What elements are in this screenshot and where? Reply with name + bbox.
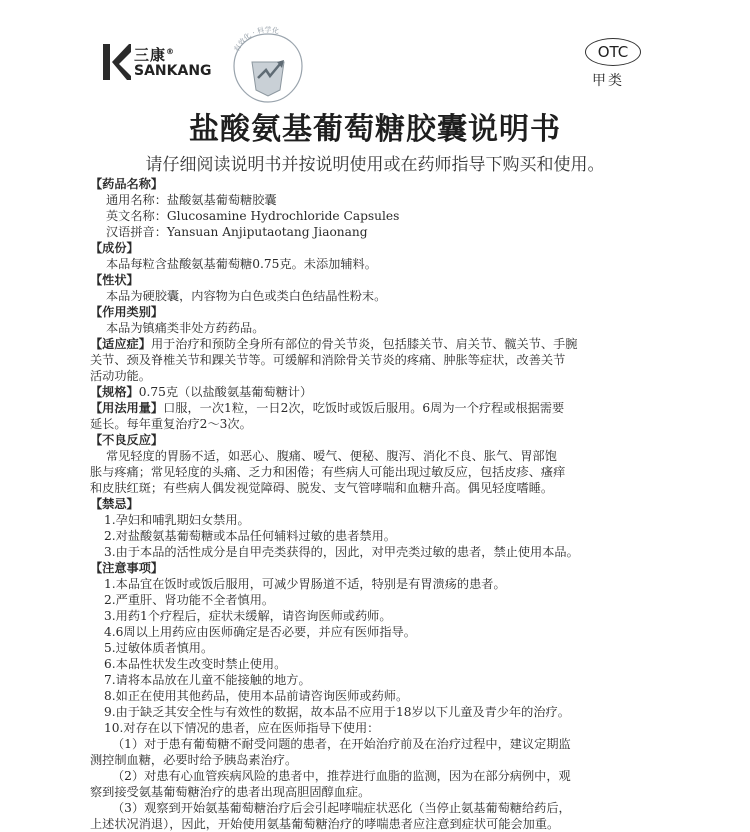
seal-text: 有效化 · 科学化	[232, 26, 280, 54]
document-title: 盐酸氨基葡萄糖胶囊说明书	[189, 112, 561, 147]
indications-line-1: 【适应症】用于治疗和预防全身所有部位的骨关节炎，包括膝关节、肩关节、髋关节、手腕	[90, 337, 578, 351]
section-label-ingredients: 【成份】	[90, 241, 139, 255]
adverse-line-3: 和皮肤红斑；有些病人偶发视觉障碍、脱发、支气管哮喘和血糖升高。偶见轻度嗜睡。	[90, 481, 554, 495]
indications-line-3: 活动功能。	[90, 369, 151, 383]
contraindication-item: 1.孕妇和哺乳期妇女禁用。	[104, 513, 250, 527]
section-label-spec: 【规格】	[90, 385, 139, 399]
spec-line: 【规格】0.75克（以盐酸氨基葡萄糖计）	[90, 385, 313, 399]
brand-name-en: SANKANG	[134, 63, 212, 79]
section-label-precautions: 【注意事项】	[90, 561, 164, 575]
contraindication-item: 2.对盐酸氨基葡萄糖或本品任何辅料过敏的患者禁用。	[104, 529, 396, 543]
category-text: 本品为镇痛类非处方药药品。	[106, 321, 265, 335]
precaution-subitem: （3）观察到开始氨基葡萄糖治疗后会引起哮喘症状恶化（当停止氨基葡萄糖给药后，	[112, 801, 571, 815]
generic-name: 通用名称：盐酸氨基葡萄糖胶囊	[106, 193, 277, 207]
precaution-item: 9.由于缺乏其安全性与有效性的数据，故本品不应用于18岁以下儿童及青少年的治疗。	[104, 705, 570, 719]
precaution-item: 8.如正在使用其他药品，使用本品前请咨询医师或药师。	[104, 689, 409, 703]
section-label-contraindications: 【禁忌】	[90, 497, 139, 511]
precaution-item: 7.请将本品放在儿童不能接触的地方。	[104, 673, 311, 687]
quality-seal-icon	[222, 26, 314, 108]
usage-line-2: 延长。每年重复治疗2～3次。	[90, 417, 252, 431]
adverse-line-2: 胀与疼痛；常见轻度的头痛、乏力和困倦；有些病人可能出现过敏反应，包括皮疹、瘙痒	[90, 465, 566, 479]
description-text: 本品为硬胶囊，内容物为白色或类白色结晶性粉末。	[106, 289, 387, 303]
document-subtitle: 请仔细阅读说明书并按说明使用或在药师指导下购买和使用。	[145, 155, 605, 175]
precaution-item: 1.本品宜在饭时或饭后服用，可减少胃肠道不适，特别是有胃溃疡的患者。	[104, 577, 506, 591]
brand-name-cn: 三康®	[134, 46, 176, 64]
precaution-item: 3.用药1个疗程后，症状未缓解，请咨询医师或药师。	[104, 609, 392, 623]
svg-text:有效化 · 科学化	[232, 26, 280, 53]
precaution-item: 6.本品性状发生改变时禁止使用。	[104, 657, 287, 671]
contraindication-item: 3.由于本品的活性成分是自甲壳类获得的，因此，对甲壳类过敏的患者，禁止使用本品。	[104, 545, 579, 559]
precaution-subitem: （2）对患有心血管疾病风险的患者中，推荐进行血脂的监测，因为在部分病例中，观	[112, 769, 571, 783]
precaution-item: 10.对存在以下情况的患者，应在医师指导下使用：	[104, 721, 380, 735]
precaution-item: 2.严重肝、肾功能不全者慎用。	[104, 593, 275, 607]
adverse-line-1: 常见轻度的胃肠不适，如恶心、腹痛、嗳气、便秘、腹泻、消化不良、胀气、胃部饱	[106, 449, 557, 463]
precaution-subitem: 上述状况消退），因此，开始使用氨基葡萄糖治疗的哮喘患者应注意到症状可能会加重。	[90, 817, 560, 831]
section-label-name: 【药品名称】	[90, 177, 164, 191]
document-header	[0, 0, 750, 110]
pinyin-name: 汉语拼音：Yansuan Anjiputaotang Jiaonang	[106, 225, 368, 239]
english-name: 英文名称：Glucosamine Hydrochloride Capsules	[106, 209, 400, 223]
otc-category: 甲类	[592, 73, 624, 89]
section-label-description: 【性状】	[90, 273, 139, 287]
section-label-adverse: 【不良反应】	[90, 433, 164, 447]
precaution-subitem: 测控制血糖，必要时给予胰岛素治疗。	[90, 753, 298, 767]
otc-badge: OTC	[585, 38, 641, 66]
indications-line-2: 关节、颈及脊椎关节和踝关节等。可缓解和消除骨关节炎的疼痛、肿胀等症状，改善关节	[90, 353, 566, 367]
instructions-body	[90, 176, 670, 832]
sankang-logo-icon	[103, 44, 131, 80]
precaution-item: 5.过敏体质者慎用。	[104, 641, 214, 655]
precaution-subitem: （1）对于患有葡萄糖不耐受问题的患者，在开始治疗前及在治疗过程中，建议定期监	[112, 737, 571, 751]
precaution-subitem: 察到接受氨基葡萄糖治疗的患者出现高胆固醇血症。	[90, 785, 371, 799]
section-label-usage: 【用法用量】	[90, 401, 164, 415]
precaution-item: 4.6周以上用药应由医师确定是否必要，并应有医师指导。	[104, 625, 416, 639]
usage-line-1: 【用法用量】口服，一次1粒，一日2次，吃饭时或饭后服用。6周为一个疗程或根据需要	[90, 401, 565, 415]
section-label-indications: 【适应症】	[90, 337, 151, 351]
ingredients-text: 本品每粒含盐酸氨基葡萄糖0.75克。未添加辅料。	[106, 257, 377, 271]
section-label-category: 【作用类别】	[90, 305, 164, 319]
